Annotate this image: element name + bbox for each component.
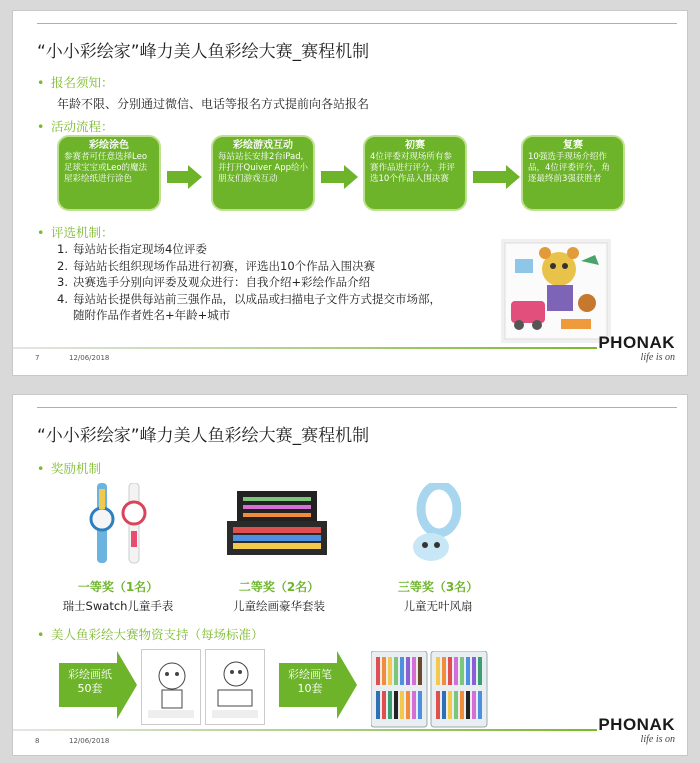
list-text: 决赛选手分别向评委及观众进行：自我介绍+彩绘作品介绍 bbox=[73, 275, 371, 289]
coloring-sheet-1 bbox=[141, 649, 201, 725]
flow-step-3 bbox=[363, 135, 467, 211]
slide-date: 12/06/2018 bbox=[69, 354, 110, 362]
art-set-image bbox=[227, 491, 327, 557]
flow-step-body: 每站站长安排2台iPad,并打开Quiver App给小朋友们游戏互动 bbox=[218, 152, 309, 184]
top-rule bbox=[37, 23, 677, 24]
footer-bar bbox=[13, 347, 597, 349]
watch-image bbox=[87, 483, 157, 567]
fan-image bbox=[409, 483, 461, 567]
list-item bbox=[57, 258, 441, 275]
support-name: 彩绘画笔 bbox=[288, 668, 332, 681]
list-text: 每站站长指定现场4位评委 bbox=[73, 242, 207, 256]
bullet-label: 评选机制： bbox=[51, 225, 114, 240]
bullet-dot: • bbox=[37, 75, 45, 90]
top-rule bbox=[37, 407, 677, 408]
phonak-logo: PHONAK bbox=[598, 715, 675, 734]
list-num: 4. bbox=[57, 291, 68, 306]
list-item bbox=[57, 291, 441, 308]
bullet-award bbox=[37, 459, 101, 477]
prize-second bbox=[219, 578, 339, 614]
bullet-label: 活动流程： bbox=[51, 119, 114, 134]
support-qty: 10套 bbox=[297, 682, 323, 695]
bullet-label: 美人鱼彩绘大赛物资支持（每场标准） bbox=[51, 627, 264, 642]
bullet-flow bbox=[37, 117, 114, 135]
prize-rank: 三等奖（3名） bbox=[397, 580, 479, 594]
flow-step-head: 彩绘游戏互动 bbox=[233, 140, 293, 151]
prize-item: 瑞士Swatch儿童手表 bbox=[62, 599, 174, 613]
support-pen-arrow bbox=[279, 651, 359, 719]
flow-step-2 bbox=[211, 135, 315, 211]
tagline: life is on bbox=[640, 352, 675, 363]
bullet-dot: • bbox=[37, 461, 45, 476]
page-number: 8 bbox=[35, 737, 40, 745]
arrow-right-icon bbox=[188, 165, 202, 189]
flow-step-head: 复赛 bbox=[563, 140, 583, 151]
list-item bbox=[57, 241, 441, 258]
prize-item: 儿童绘画豪华套装 bbox=[233, 599, 325, 613]
arrow-right-icon bbox=[506, 165, 520, 189]
arrow-shaft bbox=[473, 171, 507, 183]
arrow-label bbox=[279, 668, 341, 696]
tagline: life is on bbox=[640, 734, 675, 745]
prize-first bbox=[53, 578, 183, 614]
slide-date: 12/06/2018 bbox=[69, 737, 110, 745]
prize-rank: 一等奖（1名） bbox=[77, 580, 159, 594]
list-text: 随附作品作者姓名+年龄+城市 bbox=[73, 308, 231, 322]
flow-step-1 bbox=[57, 135, 161, 211]
arrow-shaft bbox=[167, 171, 189, 183]
slide-8 bbox=[12, 394, 688, 756]
slide-title: “小小彩绘家”峰力美人鱼彩绘大赛_赛程机制 bbox=[37, 42, 370, 62]
bullet-label: 奖励机制 bbox=[51, 461, 102, 476]
list-item bbox=[57, 307, 441, 324]
artwork-image bbox=[501, 239, 611, 343]
prize-rank: 二等奖（2名） bbox=[238, 580, 320, 594]
bullet-dot: • bbox=[37, 627, 45, 642]
list-text: 每站站长组织现场作品进行初赛，评选出10个作品入围决赛 bbox=[73, 258, 376, 273]
slide-title: “小小彩绘家”峰力美人鱼彩绘大赛_赛程机制 bbox=[37, 426, 370, 446]
support-name: 彩绘画纸 bbox=[68, 668, 112, 681]
bullet-dot: • bbox=[37, 119, 45, 134]
bullet-signup bbox=[37, 73, 114, 91]
flow-step-4 bbox=[521, 135, 625, 211]
list-item bbox=[57, 274, 441, 291]
bullet-support bbox=[37, 625, 264, 643]
flow-step-body: 10强选手现场介绍作品，4位评委评分，角逐最终前3强获胜者 bbox=[528, 152, 610, 184]
support-qty: 50套 bbox=[77, 682, 103, 695]
bullet-judge bbox=[37, 223, 114, 241]
arrow-label bbox=[59, 668, 121, 696]
arrow-shaft bbox=[321, 171, 345, 183]
judge-list bbox=[57, 241, 441, 324]
coloring-sheet-2 bbox=[205, 649, 265, 725]
footer-bar bbox=[13, 729, 597, 731]
flow-step-body: 4位评委对现场所有参赛作品进行评分，并评选10个作品入围决赛 bbox=[370, 152, 456, 184]
phonak-logo: PHONAK bbox=[598, 333, 675, 352]
flow-step-head: 初赛 bbox=[405, 140, 425, 151]
list-text: 每站站长提供每站前三强作品，以成品或扫描电子文件方式提交市场部， bbox=[73, 291, 441, 306]
prize-third bbox=[383, 578, 493, 614]
signup-text: 年龄不限、分别通过微信、电话等报名方式提前向各站报名 bbox=[57, 97, 370, 111]
list-num: 1. bbox=[57, 242, 68, 256]
marker-pens-image bbox=[371, 651, 491, 731]
bullet-dot: • bbox=[37, 225, 45, 240]
prize-item: 儿童无叶风扇 bbox=[403, 599, 473, 613]
slide-7 bbox=[12, 10, 688, 376]
arrow-right-icon bbox=[344, 165, 358, 189]
flow-step-head: 彩绘涂色 bbox=[89, 140, 129, 151]
list-num: 3. bbox=[57, 275, 68, 289]
bullet-label: 报名须知： bbox=[51, 75, 114, 90]
support-paper-arrow bbox=[59, 651, 139, 719]
list-num: 2. bbox=[57, 258, 68, 273]
page-number: 7 bbox=[35, 354, 40, 362]
flow-step-body: 参赛者可任意选择Leo足球宝宝或Leo的魔法屋彩绘纸进行涂色 bbox=[64, 152, 148, 184]
